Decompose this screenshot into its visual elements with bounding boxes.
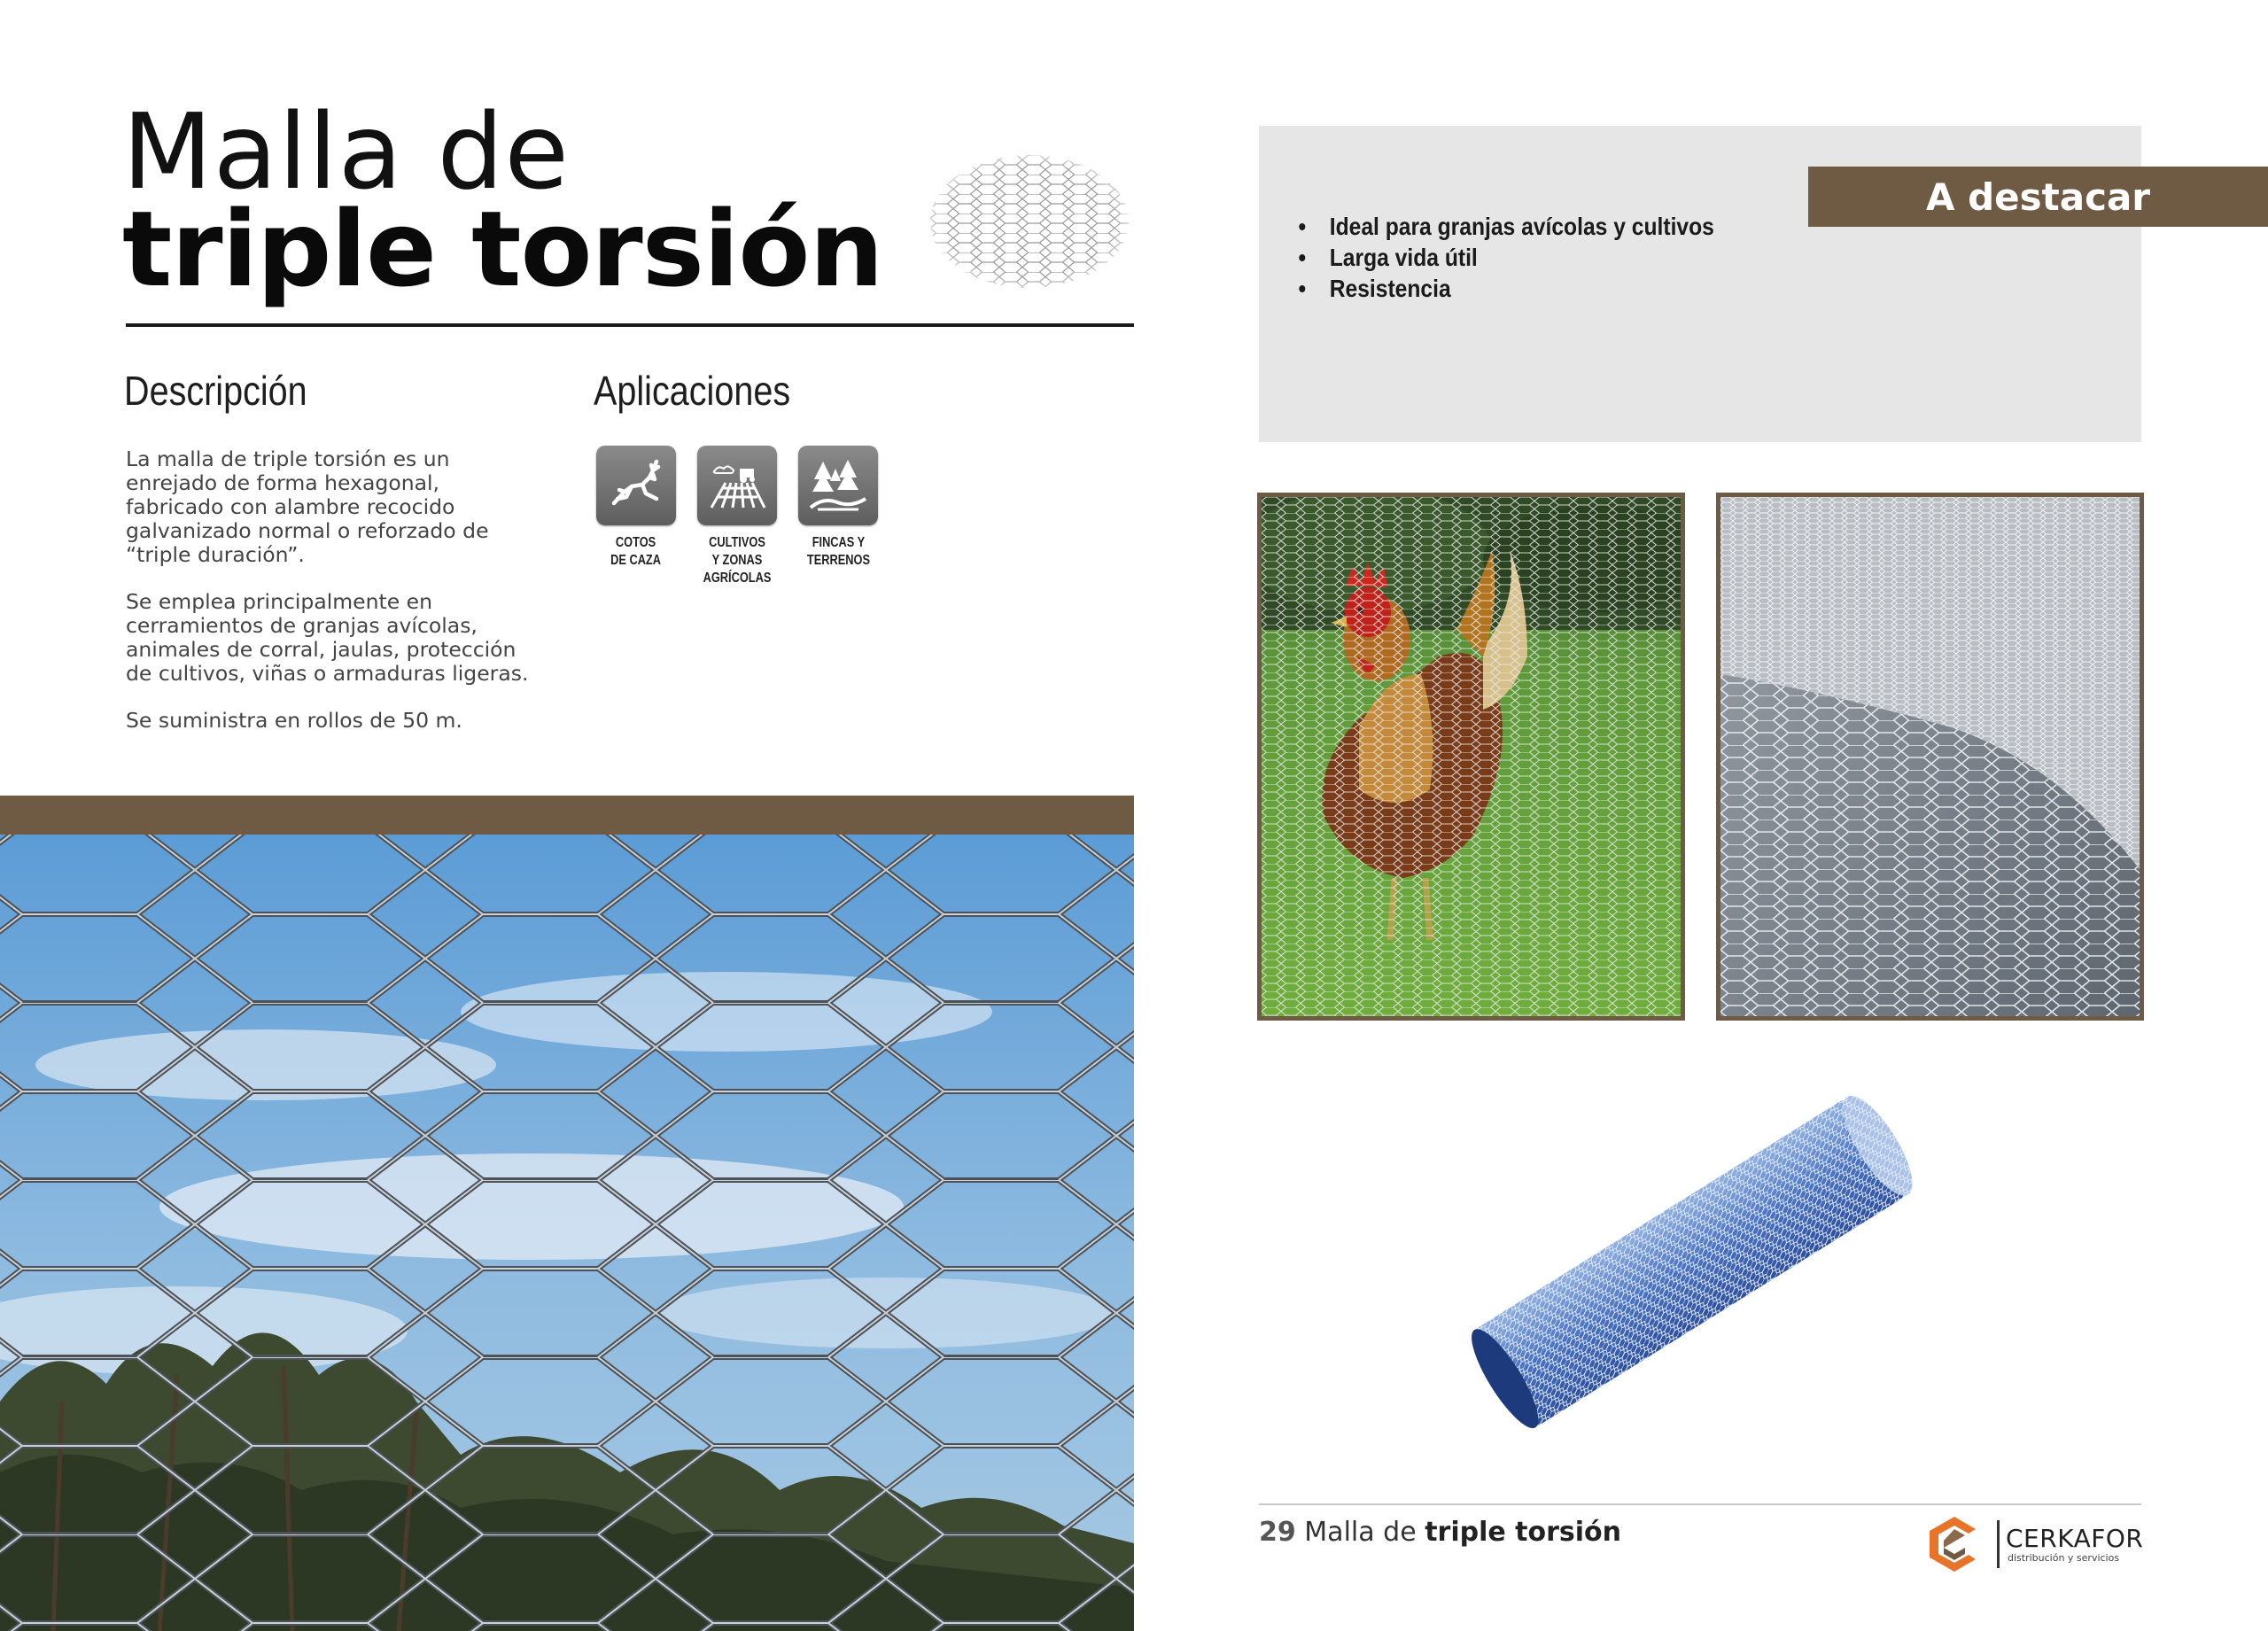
descripcion-paragraph: La malla de triple torsión es un enrejado de forma hexagonal, fabricado con alambre recocido galvanizado normal o reforzado de “triple duración”. [126, 447, 489, 567]
app-cultivos [696, 446, 778, 587]
descripcion-paragraph: Se suministra en rollos de 50 m. [126, 708, 462, 733]
mesh-roll-photo [1716, 493, 2144, 1021]
page-number: 29 [1259, 1517, 1296, 1548]
trees-icon [798, 446, 878, 525]
aplicaciones-icons [595, 446, 879, 587]
hexagon-mesh-icon [930, 155, 1130, 288]
footer-title-bold: triple torsión [1425, 1517, 1622, 1548]
app-label: COTOS DE CAZA [610, 535, 662, 568]
brand-tagline: distribución y servicios [2008, 1552, 2120, 1564]
photo-top-band [0, 796, 1134, 835]
mesh-roll-product-image [1453, 1081, 1931, 1453]
footer-page-label [1259, 1517, 1621, 1548]
title-line-1: Malla de [122, 90, 571, 213]
app-fincas [797, 446, 879, 587]
app-label: FINCAS Y TERRENOS [806, 535, 870, 568]
highlight-item: • Larga vida útil [1295, 242, 1714, 273]
descripcion-paragraph: Se emplea principalmente en cerramientos de granjas avícolas, animales de corral, jaulas, protección de cultivos, viñas o armaduras ligeras. [126, 589, 529, 686]
highlight-item: • Resistencia [1295, 273, 1714, 304]
tractor-field-icon [697, 446, 777, 525]
descripcion-heading: Descripción [124, 368, 307, 414]
title-line-2: triple torsión [122, 188, 883, 310]
mesh-sky-photo [0, 835, 1134, 1631]
brand-name: CERKAFOR [2006, 1524, 2144, 1553]
highlight-item: • Ideal para granjas avícolas y cultivos [1295, 211, 1714, 242]
aplicaciones-heading: Aplicaciones [594, 368, 791, 414]
deer-icon [596, 446, 676, 525]
app-label: CULTIVOS Y ZONAS AGRÍCOLAS [703, 535, 772, 586]
footer-title-light: Malla de [1304, 1517, 1417, 1548]
highlights-list [1295, 211, 1771, 304]
app-cotos-de-caza [595, 446, 677, 587]
rooster-photo [1257, 493, 1685, 1021]
title-divider [126, 323, 1134, 327]
descripcion-text [126, 447, 542, 756]
footer-divider [1259, 1503, 2141, 1505]
destacar-tab: A destacar [1808, 167, 2268, 227]
